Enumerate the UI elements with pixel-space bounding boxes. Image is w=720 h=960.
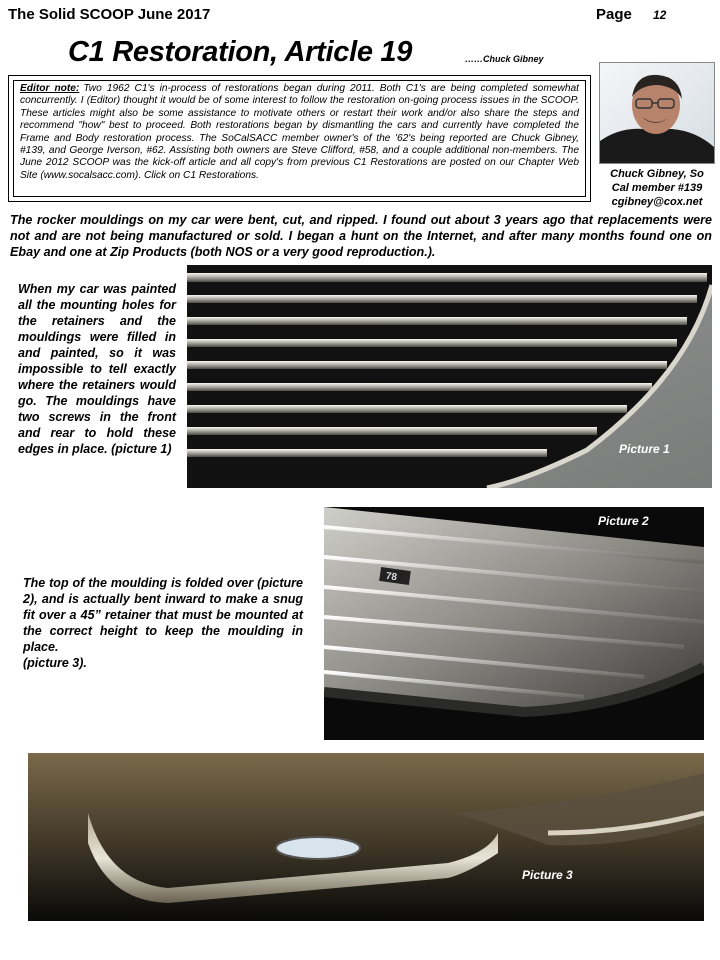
- page-number: 12: [653, 8, 667, 22]
- picture-2: [324, 507, 704, 740]
- picture-1: [187, 265, 712, 488]
- fold-paragraph-main: The top of the moulding is folded over (picture 2), and is actually bent inward to make a snug fit over a 45” retainer that must be mounted at the correct height to keep the moulding in place.: [23, 576, 303, 654]
- editor-note-box: [8, 75, 591, 202]
- mounting-paragraph: When my car was painted all the mounting holes for the retainers and the mouldings were filled in and painted, so it was impossible to tell exactly where the retainers would go. The mouldings have two screws in the front and rear to hold these edges in place. (picture 1): [18, 282, 176, 456]
- author-name: Chuck Gibney, So: [610, 168, 704, 180]
- author-caption: [599, 167, 715, 209]
- article-byline: ……Chuck Gibney: [465, 54, 544, 64]
- editor-note-text: Two 1962 C1's in-process of restorations began during 2011. Both C1's are being completed somewhat concurrently. I (Editor) thought it would be of some interest to follow the restoration on-going process issues in the SCOOP. These articles might also be some assistance to motivate others or restart their work and/or also share the steps and recommend "how" best to proceed. Both restorations began by dismantling the cars and currently have completed the Frame and Body restoration process. The SoCalSACC member owner's of the '62's being reported are Chuck Gibney, #139, and George Iverson, #62. Assisting both owners are Steve Clifford, #58, and a couple additional non-members. The June 2012 SCOOP was the kick-off article and all copy's from previous C1 Restorations are posted on our Chapter Web Site (www.socalsacc.com). Click on C1 Restorations.: [20, 83, 579, 181]
- author-member: Cal member #139: [611, 182, 703, 194]
- publication-title: The Solid SCOOP June 2017: [8, 6, 211, 23]
- fold-paragraph: [23, 575, 303, 655]
- picture-2-label: Picture 2: [598, 514, 649, 528]
- picture-3: [28, 753, 704, 921]
- editor-note: [13, 80, 586, 197]
- page-label: Page: [596, 6, 632, 23]
- article-title: C1 Restoration, Article 19: [68, 36, 413, 68]
- fold-paragraph-tail: (picture 3).: [23, 656, 87, 670]
- picture-1-label: Picture 1: [619, 442, 670, 456]
- author-email: cgibney@cox.net: [611, 196, 703, 208]
- author-photo: [599, 62, 715, 164]
- picture-3-label: Picture 3: [522, 868, 573, 882]
- editor-note-label: Editor note:: [20, 83, 80, 94]
- intro-paragraph: The rocker mouldings on my car were bent, cut, and ripped. I found out about 3 years ago that replacements were not and are not being manufactured or sold. I began a hunt on the Internet, and after many months found one on Ebay and one at Zip Products (both NOS or a very good reproduction.).: [10, 213, 712, 259]
- picture-2-tag: 78: [385, 570, 398, 584]
